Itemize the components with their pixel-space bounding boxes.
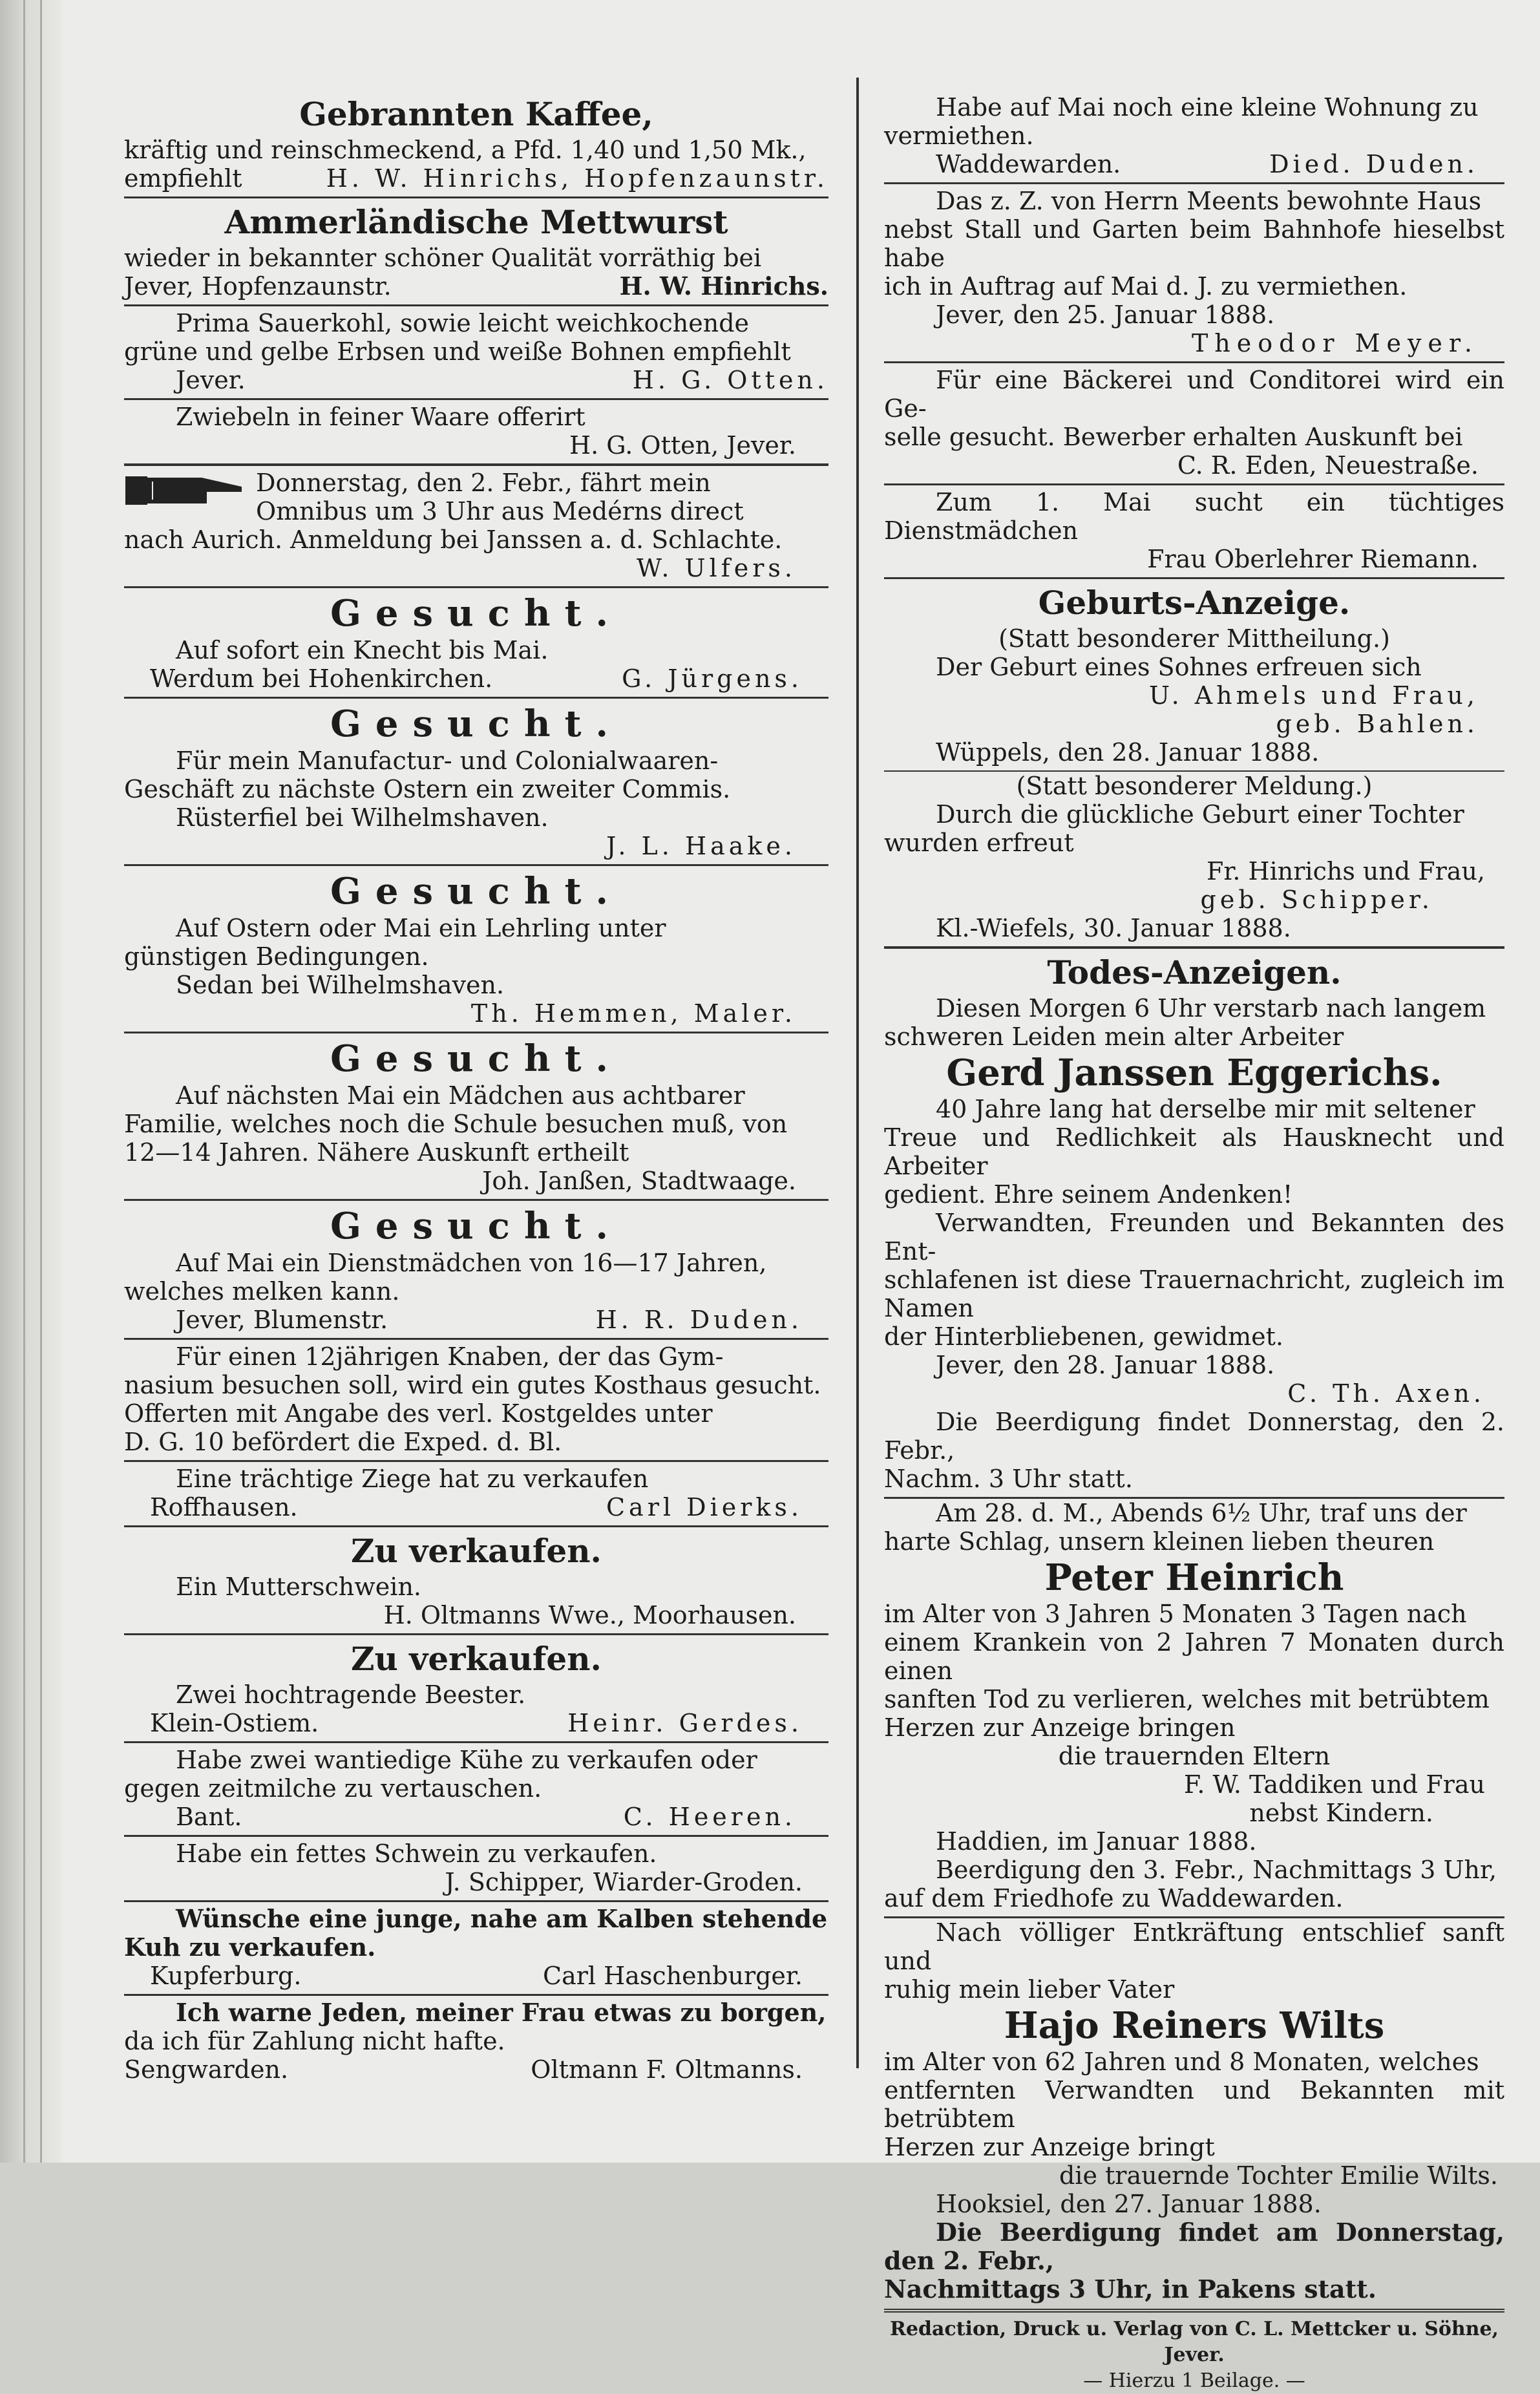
ad-text: selle gesucht. Bewerber erhalten Auskunft bei: [884, 423, 1463, 451]
ad-sauerkohl: [124, 306, 828, 400]
ad-verkaufen-2: [124, 1635, 828, 1743]
ad-dienstmaedchen: [884, 485, 1504, 579]
ad-kosthaus: [124, 1340, 828, 1462]
ad-text: auf dem Friedhofe zu Waddewarden.: [884, 1884, 1504, 1918]
ad-text: 40 Jahre lang hat derselbe mir mit seltener: [936, 1095, 1475, 1123]
ad-text: ich in Auftrag auf Mai d. J. zu vermiethen.: [884, 272, 1408, 301]
ad-signature: J. L. Haake.: [606, 832, 796, 860]
ad-text: Hooksiel, den 27. Januar 1888.: [936, 2190, 1322, 2218]
ad-text: 12—14 Jahren. Nähere Auskunft ertheilt: [124, 1138, 629, 1167]
ad-todes-anzeigen: [884, 949, 1504, 2316]
ad-signature: Heinr. Gerdes.: [567, 1709, 803, 1737]
ad-text: Treue und Redlichkeit als Hausknecht und Arbeiter: [884, 1123, 1504, 1180]
ad-text: Kuh zu verkaufen.: [124, 1933, 376, 1962]
ad-text: Werdum bei Hohenkirchen.: [150, 664, 493, 693]
ad-text: Ein Mutterschwein.: [176, 1573, 421, 1601]
ad-text: Auf Mai ein Dienstmädchen von 16—17 Jahren,: [176, 1249, 767, 1277]
ad-zwiebeln: [124, 400, 828, 466]
left-column: [124, 90, 828, 2088]
ad-text: schlafenen ist diese Trauernachricht, zugleich im Namen: [884, 1266, 1504, 1322]
ad-title: Gesucht.: [330, 1205, 622, 1247]
ad-text: Nach völliger Entkräftung entschlief sanft und: [884, 1918, 1504, 1975]
ad-text: Habe zwei wantiedige Kühe zu verkaufen oder: [176, 1746, 757, 1774]
ad-title: Gesucht.: [330, 1037, 622, 1080]
ad-title: Gebrannten Kaffee,: [299, 95, 653, 133]
ad-text: Waddewarden.: [936, 150, 1121, 178]
ad-text: Die Beerdigung findet am Donnerstag, den 2. Febr.,: [884, 2218, 1504, 2275]
ad-text: günstigen Bedingungen.: [124, 942, 429, 971]
ad-gesucht-4: [124, 1033, 828, 1201]
ad-signature: Died. Duden.: [1269, 150, 1479, 178]
ad-text: Jever, Hopfenzaunstr.: [124, 272, 392, 301]
ad-text: Bant.: [176, 1803, 242, 1831]
ad-text: Jever, Blumenstr.: [176, 1306, 388, 1334]
ad-signature: Joh. Janßen, Stadtwaage.: [482, 1167, 796, 1195]
ad-text: im Alter von 3 Jahren 5 Monaten 3 Tagen nach: [884, 1600, 1467, 1628]
ad-text: Habe auf Mai noch eine kleine Wohnung zu: [936, 93, 1479, 122]
ad-text: Offerten mit Angabe des verl. Kostgeldes unter: [124, 1399, 713, 1428]
ad-gesucht-1: [124, 588, 828, 699]
ad-text: nebst Stall und Garten beim Bahnhofe hieselbst habe: [884, 215, 1504, 272]
ad-text: entfernten Verwandten und Bekannten mit betrübtem: [884, 2076, 1504, 2133]
deceased-name: Gerd Janssen Eggerichs.: [946, 1052, 1442, 1094]
ad-signature: Th. Hemmen, Maler.: [470, 999, 796, 1028]
ad-text: Jever.: [176, 366, 246, 394]
column-divider: [856, 78, 859, 2068]
ad-gesucht-5: [124, 1201, 828, 1340]
ad-text: Nachmittags 3 Uhr, in Pakens statt.: [884, 2275, 1504, 2313]
ad-signature: geb. Bahlen.: [1276, 710, 1479, 738]
ad-text: Herzen zur Anzeige bringt: [884, 2133, 1215, 2161]
pointing-hand-icon: [124, 472, 247, 509]
page-edge-line: [23, 0, 25, 2163]
ad-text: Geschäft zu nächste Ostern ein zweiter Commis.: [124, 775, 731, 803]
ad-signature: Frau Oberlehrer Riemann.: [1147, 545, 1479, 573]
ad-text: Zwei hochtragende Beester.: [176, 1680, 526, 1709]
ad-text: Zwiebeln in feiner Waare offerirt: [176, 403, 585, 431]
ad-text: Herzen zur Anzeige bringen: [884, 1713, 1236, 1742]
ad-text: Donnerstag, den 2. Febr., fährt mein: [256, 469, 711, 497]
ad-text: sanften Tod zu verlieren, welches mit betrübtem: [884, 1685, 1490, 1713]
ad-signature: H. G. Otten, Jever.: [569, 431, 796, 460]
ad-text: nach Aurich. Anmeldung bei Janssen a. d. Schlachte.: [124, 525, 783, 554]
ad-title: Gesucht.: [330, 592, 622, 635]
ad-signature: W. Ulfers.: [636, 554, 796, 582]
ad-text: schweren Leiden mein alter Arbeiter: [884, 1022, 1344, 1051]
ad-text: wieder in bekannter schöner Qualität vorräthig bei: [124, 244, 762, 272]
ad-signature: C. Heeren.: [623, 1803, 796, 1831]
ad-text: Auf Ostern oder Mai ein Lehrling unter: [176, 914, 666, 942]
supplement-note: — Hierzu 1 Beilage. —: [1083, 2369, 1305, 2392]
ad-signature: die trauernde Tochter Emilie Wilts.: [1059, 2161, 1498, 2190]
ad-signature: G. Jürgens.: [622, 664, 803, 693]
ad-text: Der Geburt eines Sohnes erfreuen sich: [936, 653, 1422, 681]
ad-title: Todes-Anzeigen.: [1047, 953, 1342, 991]
ad-text: Rüsterfiel bei Wilhelmshaven.: [176, 803, 549, 832]
ad-text: Am 28. d. M., Abends 6½ Uhr, traf uns der: [936, 1499, 1467, 1527]
ad-text: Diesen Morgen 6 Uhr verstarb nach langem: [936, 994, 1486, 1022]
ad-signature: H. W. Hinrichs, Hopfenzaunstr.: [326, 164, 828, 193]
ad-warnung: [124, 1996, 828, 2088]
ad-text: Für mein Manufactur- und Colonialwaaren-: [176, 747, 719, 775]
ad-signature: H. W. Hinrichs.: [619, 271, 828, 301]
ad-signature: H. Oltmanns Wwe., Moorhausen.: [383, 1601, 796, 1629]
ad-text: da ich für Zahlung nicht hafte.: [124, 2027, 505, 2055]
ad-text: Prima Sauerkohl, sowie leicht weichkochende: [176, 309, 750, 337]
ad-signature: Oltmann F. Oltmanns.: [531, 2055, 803, 2084]
ad-ziege: [124, 1462, 828, 1527]
ad-text: Jever, den 28. Januar 1888.: [936, 1351, 1275, 1379]
ad-signature: geb. Schipper.: [1200, 885, 1433, 914]
ad-wohnung: [884, 90, 1504, 184]
ad-text: vermiethen.: [884, 122, 1034, 150]
ad-omnibus: [124, 466, 828, 588]
ad-text: Auf nächsten Mai ein Mädchen aus achtbarer: [176, 1081, 745, 1110]
footer: [884, 2316, 1504, 2394]
ad-signature: F. W. Taddiken und Frau: [1183, 1770, 1485, 1799]
ad-verkaufen-1: [124, 1527, 828, 1635]
ad-title: Gesucht.: [330, 703, 622, 745]
ad-title: Geburts-Anzeige.: [1038, 584, 1351, 622]
ad-text: wurden erfreut: [884, 829, 1074, 857]
ad-text: ruhig mein lieber Vater: [884, 1975, 1175, 2004]
ad-text: Durch die glückliche Geburt einer Tochter: [936, 800, 1464, 829]
ad-baeckerei: [884, 363, 1504, 485]
ad-text: welches melken kann.: [124, 1277, 400, 1306]
imprint: Redaction, Druck u. Verlag von C. L. Mettcker u. Söhne, Jever.: [889, 2318, 1499, 2366]
right-column: [884, 90, 1504, 2394]
ad-signature: nebst Kindern.: [1249, 1799, 1433, 1827]
ad-text: Das z. Z. von Herrn Meents bewohnte Haus: [936, 187, 1482, 215]
ad-text: Für einen 12jährigen Knaben, der das Gym-: [176, 1342, 724, 1371]
ad-text: Habe ein fettes Schwein zu verkaufen.: [176, 1839, 657, 1868]
ad-text: Familie, welches noch die Schule besuchen muß, von: [124, 1110, 788, 1138]
ad-title: Zu verkaufen.: [351, 1532, 602, 1570]
ad-haus: [884, 184, 1504, 363]
ad-gesucht-3: [124, 866, 828, 1033]
ad-text: empfiehlt: [124, 164, 242, 193]
deceased-name: Peter Heinrich: [1044, 1556, 1344, 1599]
ad-text: Nachm. 3 Uhr statt.: [884, 1465, 1504, 1499]
ad-text: nasium besuchen soll, wird ein gutes Kosthaus gesucht.: [124, 1371, 821, 1399]
ad-text: Omnibus um 3 Uhr aus Medérns direct: [256, 497, 744, 525]
ad-kuehe: [124, 1743, 828, 1837]
ad-kuh: [124, 1902, 828, 1996]
ad-text: Auf sofort ein Knecht bis Mai.: [176, 636, 549, 664]
deceased-name: Hajo Reiners Wilts: [1004, 2004, 1385, 2047]
ad-text: (Statt besonderer Mittheilung.): [998, 624, 1390, 653]
ad-text: (Statt besonderer Meldung.): [1016, 772, 1373, 800]
ad-text: Zum 1. Mai sucht ein tüchtiges Dienstmädchen: [884, 488, 1504, 545]
ad-text: gegen zeitmilche zu vertauschen.: [124, 1774, 542, 1803]
ad-signature: Carl Haschenburger.: [543, 1962, 803, 1990]
ad-text: Sedan bei Wilhelmshaven.: [176, 971, 505, 999]
ad-signature: U. Ahmels und Frau,: [1149, 681, 1479, 710]
ad-text: Roffhausen.: [150, 1493, 298, 1521]
ad-text: Jever, den 25. Januar 1888.: [936, 301, 1275, 329]
ad-text: Wünsche eine junge, nahe am Kalben stehende: [176, 1904, 828, 1933]
ad-text: Ich warne Jeden, meiner Frau etwas zu borgen,: [176, 1998, 827, 2027]
ad-geburt: [884, 579, 1504, 949]
ad-text: harte Schlag, unsern kleinen lieben theuren: [884, 1527, 1435, 1556]
ad-signature: C. R. Eden, Neuestraße.: [1177, 451, 1479, 480]
ad-signature: H. G. Otten.: [632, 366, 828, 394]
ad-text: Eine trächtige Ziege hat zu verkaufen: [176, 1465, 649, 1493]
ad-signature: Carl Dierks.: [606, 1493, 803, 1521]
ad-signature: C. Th. Axen.: [1287, 1379, 1485, 1408]
ad-signature: H. R. Duden.: [595, 1306, 803, 1334]
ad-text: kräftig und reinschmeckend, a Pfd. 1,40 und 1,50 Mk.,: [124, 136, 807, 164]
ad-text: Die Beerdigung findet Donnerstag, den 2. Febr.,: [884, 1408, 1504, 1465]
ad-text: im Alter von 62 Jahren und 8 Monaten, welches: [884, 2048, 1479, 2076]
ad-text: der Hinterbliebenen, gewidmet.: [884, 1322, 1283, 1351]
ad-text: D. G. 10 befördert die Exped. d. Bl.: [124, 1428, 562, 1456]
ad-title: Gesucht.: [330, 870, 622, 913]
ad-text: grüne und gelbe Erbsen und weiße Bohnen empfiehlt: [124, 337, 791, 366]
ad-text: Kupferburg.: [150, 1962, 302, 1990]
ad-signature: Fr. Hinrichs und Frau,: [1206, 857, 1485, 885]
ad-signature: J. Schipper, Wiarder-Groden.: [445, 1868, 803, 1896]
ad-text: Verwandten, Freunden und Bekannten des Ent-: [884, 1209, 1504, 1266]
ad-gesucht-2: [124, 699, 828, 866]
ad-text: Klein-Ostiem.: [150, 1709, 319, 1737]
book-edge: [0, 0, 62, 2163]
ad-title: Zu verkaufen.: [351, 1640, 602, 1678]
ad-text: Sengwarden.: [124, 2055, 289, 2084]
ad-text: Wüppels, den 28. Januar 1888.: [884, 738, 1504, 772]
ad-text: gedient. Ehre seinem Andenken!: [884, 1180, 1293, 1209]
ad-text: Für eine Bäckerei und Conditorei wird ein Ge-: [884, 366, 1504, 423]
ad-signature: Theodor Meyer.: [1191, 329, 1479, 357]
ad-text: Beerdigung den 3. Febr., Nachmittags 3 Uhr,: [936, 1856, 1497, 1884]
page-edge-line: [40, 0, 42, 2163]
ad-text: Haddien, im Januar 1888.: [936, 1827, 1257, 1856]
ad-text: einem Krankein von 2 Jahren 7 Monaten durch einen: [884, 1628, 1504, 1685]
ad-text: Kl.-Wiefels, 30. Januar 1888.: [936, 914, 1291, 942]
ad-mettwurst: [124, 198, 828, 306]
ad-kaffee: [124, 90, 828, 198]
ad-text: die trauernden Eltern: [1058, 1742, 1331, 1770]
ad-schwein: [124, 1837, 828, 1902]
ad-title: Ammerländische Mettwurst: [224, 203, 728, 241]
